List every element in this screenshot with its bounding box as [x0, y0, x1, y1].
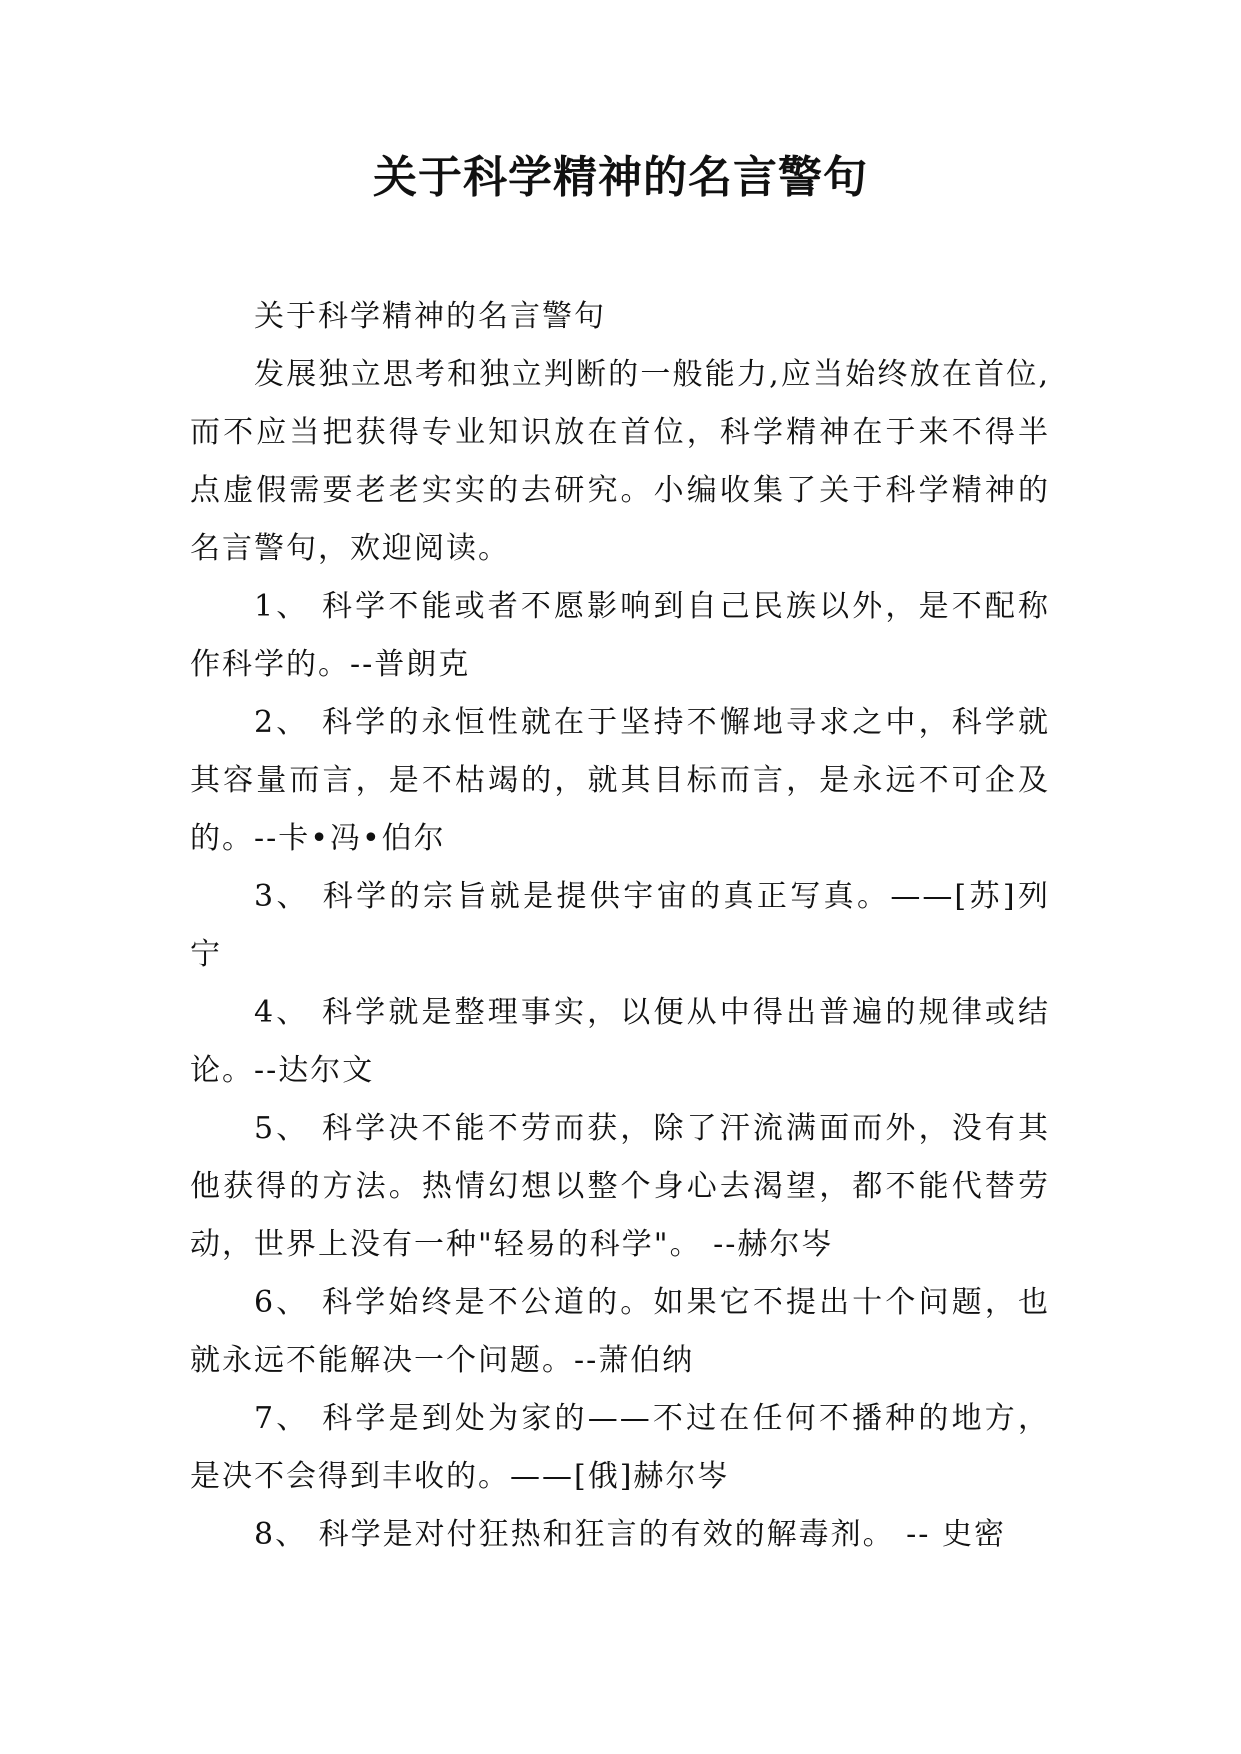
quote-paragraph-2: 2、 科学的永恒性就在于坚持不懈地寻求之中，科学就其容量而言，是不枯竭的，就其目标而言，是永远不可企及的。--卡•冯•伯尔: [190, 705, 1050, 856]
intro-paragraph: 发展独立思考和独立判断的一般能力,应当始终放在首位,而不应当把获得专业知识放在首位，科学精神在于来不得半点虚假需要老老实实的去研究。小编收集了关于科学精神的名言警句，欢迎阅读。: [190, 357, 1050, 566]
quote-paragraph-7: 7、 科学是到处为家的——不过在任何不播种的地方，是决不会得到丰收的。——[俄]赫尔岑: [190, 1401, 1050, 1494]
document-title: 关于科学精神的名言警句: [373, 152, 868, 203]
quote-paragraph-5: 5、 科学决不能不劳而获，除了汗流满面而外，没有其他获得的方法。热情幻想以整个身心去渴望，都不能代替劳动，世界上没有一种"轻易的科学"。 --赫尔岑: [190, 1111, 1050, 1262]
quote-paragraph-8: 8、 科学是对付狂热和狂言的有效的解毒剂。 -- 史密: [254, 1517, 1006, 1552]
quote-paragraph-1: 1、 科学不能或者不愿影响到自己民族以外，是不配称作科学的。--普朗克: [190, 589, 1050, 682]
quote-paragraph-3: 3、 科学的宗旨就是提供宇宙的真正写真。——[苏]列宁: [190, 879, 1050, 972]
quote-paragraph-4: 4、 科学就是整理事实，以便从中得出普遍的规律或结论。--达尔文: [190, 995, 1050, 1088]
subtitle-paragraph: 关于科学精神的名言警句: [254, 299, 606, 334]
document-body: [190, 288, 1050, 1564]
quote-paragraph-6: 6、 科学始终是不公道的。如果它不提出十个问题，也就永远不能解决一个问题。--萧伯纳: [190, 1285, 1050, 1378]
